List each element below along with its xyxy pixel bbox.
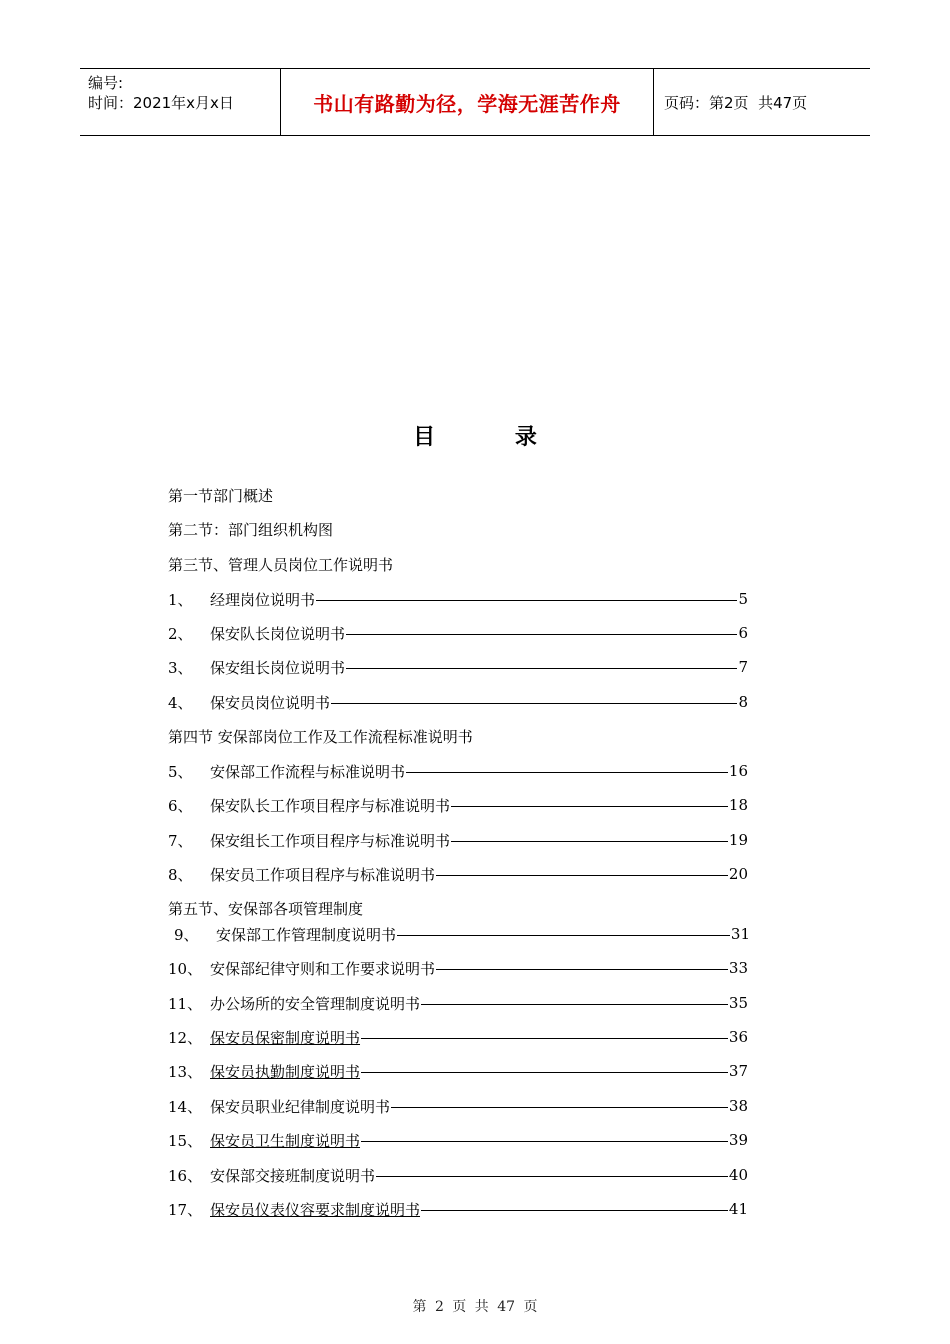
- toc-entry[interactable]: [168, 1164, 748, 1186]
- toc-entry-number: 9、: [174, 925, 199, 944]
- dot-leader: [331, 703, 737, 704]
- toc-entry[interactable]: [168, 992, 748, 1014]
- toc-entry-title: 安保部工作管理制度说明书: [216, 925, 397, 944]
- toc-entry-title: 保安组长工作项目程序与标准说明书: [210, 831, 451, 850]
- page-header: [80, 68, 870, 136]
- toc-entry-number: 7、: [168, 831, 193, 850]
- toc-section: 第五节、安保部各项管理制度: [168, 899, 364, 918]
- dot-leader: [346, 634, 737, 635]
- dot-leader: [376, 1176, 728, 1177]
- toc-entry-number: 6、: [168, 796, 193, 815]
- toc-entry[interactable]: [168, 691, 748, 713]
- toc-entry-title: 保安队长岗位说明书: [210, 624, 346, 643]
- toc-entry-number: 5、: [168, 762, 193, 781]
- toc-entry[interactable]: [168, 829, 748, 851]
- dot-leader: [436, 969, 728, 970]
- header-page-info: [654, 69, 870, 135]
- toc-entry-page: 5: [738, 590, 748, 608]
- toc-entry-page: 19: [728, 831, 748, 849]
- dot-leader: [346, 668, 737, 669]
- toc-entry-title: 经理岗位说明书: [210, 590, 316, 609]
- toc-entry-page: 16: [728, 762, 748, 780]
- toc-entry[interactable]: [168, 957, 748, 979]
- toc-entry[interactable]: [168, 863, 748, 885]
- toc-entry-number: 3、: [168, 658, 193, 677]
- toc-section: 第二节：部门组织机构图: [168, 520, 334, 539]
- toc-entry-page: 40: [728, 1166, 748, 1184]
- toc-title: 目 录: [413, 425, 573, 450]
- toc-section: 第三节、管理人员岗位工作说明书: [168, 555, 394, 574]
- toc-entry-page: 35: [728, 994, 748, 1012]
- toc-section: 第四节 安保部岗位工作及工作流程标准说明书: [168, 727, 473, 746]
- toc-entry[interactable]: [168, 588, 748, 610]
- toc-entry-title: 安保部工作流程与标准说明书: [210, 762, 406, 781]
- time-label: 时间：2021年x月x日: [88, 94, 234, 112]
- dot-leader: [406, 772, 728, 773]
- toc-entry-title: 保安员卫生制度说明书: [210, 1131, 361, 1150]
- toc-entry[interactable]: [168, 1026, 748, 1048]
- dot-leader: [436, 875, 728, 876]
- toc-entry-number: 4、: [168, 693, 193, 712]
- toc-entry-title: 保安组长岗位说明书: [210, 658, 346, 677]
- toc-entry-title: 安保部交接班制度说明书: [210, 1166, 376, 1185]
- toc-entry-number: 13、: [168, 1062, 203, 1081]
- dot-leader: [421, 1004, 728, 1005]
- toc-entry-number: 14、: [168, 1097, 203, 1116]
- toc-entry-page: 18: [728, 796, 748, 814]
- dot-leader: [397, 935, 730, 936]
- toc-entry-number: 8、: [168, 865, 193, 884]
- dot-leader: [361, 1038, 728, 1039]
- toc-entry-page: 20: [728, 865, 748, 883]
- dot-leader: [421, 1210, 728, 1211]
- toc-entry-title: 安保部纪律守则和工作要求说明书: [210, 959, 436, 978]
- toc-entry-number: 12、: [168, 1028, 203, 1047]
- toc-section: 第一节部门概述: [168, 486, 274, 505]
- toc-entry-page: 36: [728, 1028, 748, 1046]
- toc-entry[interactable]: [168, 794, 748, 816]
- toc-entry-number: 1、: [168, 590, 193, 609]
- toc-entry-title: 保安队长工作项目程序与标准说明书: [210, 796, 451, 815]
- toc-entry-title: 保安员工作项目程序与标准说明书: [210, 865, 436, 884]
- dot-leader: [361, 1141, 728, 1142]
- toc-entry-page: 37: [728, 1062, 748, 1080]
- page-footer: 第 2 页 共 47 页: [412, 1299, 538, 1315]
- toc-entry-number: 10、: [168, 959, 203, 978]
- toc-entry[interactable]: [168, 1060, 748, 1082]
- dot-leader: [451, 806, 728, 807]
- number-label: 编号:: [88, 74, 124, 92]
- toc-entry[interactable]: [168, 656, 748, 678]
- toc-entry[interactable]: [168, 1129, 748, 1151]
- toc-entry[interactable]: [174, 923, 750, 945]
- header-motto: 书山有路勤为径，学海无涯苦作舟: [280, 69, 654, 135]
- toc-entry-page: 41: [728, 1200, 748, 1218]
- toc-entry-page: 39: [728, 1131, 748, 1149]
- header-meta: [80, 69, 280, 135]
- toc-entry-number: 11、: [168, 994, 203, 1013]
- toc-entry[interactable]: [168, 1198, 748, 1220]
- toc-entry-number: 16、: [168, 1166, 203, 1185]
- dot-leader: [451, 841, 728, 842]
- dot-leader: [361, 1072, 728, 1073]
- toc-entry-page: 6: [738, 624, 748, 642]
- page-info-text: 页码：第2页 共47页: [664, 93, 808, 112]
- toc-entry-title: 办公场所的安全管理制度说明书: [210, 994, 421, 1013]
- toc-entry[interactable]: [168, 760, 748, 782]
- toc-entry-page: 38: [728, 1097, 748, 1115]
- toc-entry-title: 保安员仪表仪容要求制度说明书: [210, 1200, 421, 1219]
- toc-entry-title: 保安员执勤制度说明书: [210, 1062, 361, 1081]
- toc-entry-page: 33: [728, 959, 748, 977]
- toc-entry-title: 保安员职业纪律制度说明书: [210, 1097, 391, 1116]
- toc-entry[interactable]: [168, 622, 748, 644]
- toc-entry-title: 保安员岗位说明书: [210, 693, 331, 712]
- toc-entry-number: 15、: [168, 1131, 203, 1150]
- toc-entry-page: 31: [730, 925, 750, 943]
- toc-entry[interactable]: [168, 1095, 748, 1117]
- toc-entry-page: 7: [738, 658, 748, 676]
- toc-entry-title: 保安员保密制度说明书: [210, 1028, 361, 1047]
- toc-entry-number: 2、: [168, 624, 193, 643]
- toc-entry-number: 17、: [168, 1200, 203, 1219]
- dot-leader: [316, 600, 737, 601]
- dot-leader: [391, 1107, 728, 1108]
- toc-entry-page: 8: [738, 693, 748, 711]
